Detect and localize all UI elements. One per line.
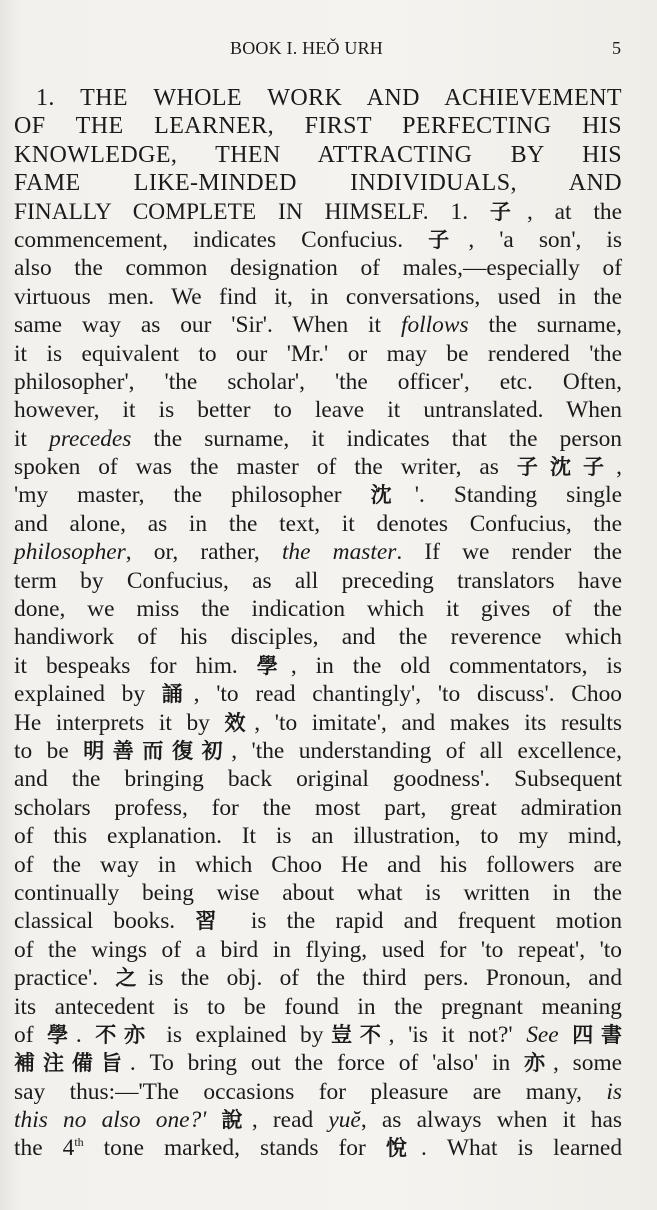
chinese-characters: 亦 (524, 1051, 553, 1076)
text-run: He interprets it by (14, 709, 225, 736)
text-line (14, 794, 622, 822)
text-line (14, 84, 622, 112)
text-run: , read (251, 1107, 329, 1134)
text-run: spoken of was the master of the writer, as (14, 454, 517, 481)
text-line (14, 964, 622, 992)
text-line (14, 368, 622, 396)
text-line (14, 907, 622, 935)
chinese-characters: 四書 (572, 1022, 622, 1047)
text-run: . To bring out the force of 'also' in (129, 1050, 525, 1077)
text-run: . (75, 1021, 96, 1048)
text-run: its antecedent is to be found in the pregnant meaning (14, 993, 622, 1020)
text-run: . If we render the (396, 539, 623, 566)
italic-text: precedes (49, 425, 132, 452)
text-run: is the rapid and frequent motion (230, 908, 623, 935)
text-run (559, 1022, 573, 1048)
commentary-text (14, 84, 622, 1163)
text-run: explained by (14, 681, 162, 708)
text-run: KNOWLEDGE, THEN ATTRACTING BY HIS (14, 141, 622, 168)
chinese-characters: 效 (224, 710, 255, 735)
chinese-characters: 沈 (370, 483, 415, 508)
chinese-characters: 補注備旨 (14, 1051, 130, 1076)
text-line (14, 993, 622, 1021)
text-line (14, 538, 622, 566)
text-run: it bespeaks for him. (14, 652, 257, 679)
text-run: of (14, 1021, 48, 1048)
text-run: term by Confucius, as all preceding translators have (14, 567, 622, 594)
text-run: philosopher', 'the scholar', 'the officer', etc. Often, (14, 368, 622, 395)
text-run: same way as our 'Sir'. When it (14, 312, 401, 339)
text-run: '. Standing single (414, 482, 622, 509)
text-line (14, 1134, 622, 1162)
text-run: , 'a son', is (468, 226, 623, 253)
text-run: . What is learned (421, 1135, 623, 1162)
text-line (14, 453, 622, 481)
text-run: done, we miss the indication which it gives of the (14, 596, 622, 623)
text-run: , in the old commentators, is (290, 652, 623, 679)
text-run: , as always when it has (360, 1107, 622, 1134)
text-line (14, 283, 622, 311)
text-line (14, 737, 622, 765)
text-line (14, 822, 622, 850)
text-run: virtuous men. We find it, in conversations, used in the (14, 283, 622, 310)
text-run: FINALLY COMPLETE IN HIMSELF. 1. (14, 198, 490, 225)
chinese-characters: 悅 (385, 1136, 421, 1161)
text-run: scholars profess, for the most part, great admiration (14, 794, 622, 821)
text-run: however, it is better to leave it untranslated. When (14, 397, 622, 424)
text-line (14, 652, 622, 680)
text-line (14, 1106, 622, 1134)
chinese-characters: 說 (221, 1108, 252, 1133)
text-line (14, 595, 622, 623)
text-run: say thus:—'The occasions for pleasure are many, (14, 1078, 607, 1105)
chinese-characters: 之 (115, 966, 148, 991)
text-run: , 'to read chantingly', 'to discuss'. Choo (193, 681, 622, 708)
text-line (14, 311, 622, 339)
text-run: is the obj. of the third pers. Pronoun, and (147, 965, 623, 992)
text-run: is explained by (152, 1021, 324, 1048)
text-run: , 'to imitate', and makes its results (254, 709, 622, 736)
text-line (14, 1078, 622, 1106)
text-run: of the way in which Choo He and his followers are (14, 851, 622, 878)
text-run: , (616, 454, 622, 481)
text-line (14, 623, 622, 651)
text-line (14, 112, 622, 140)
chinese-characters: 子 (489, 199, 527, 224)
text-run: it is equivalent to our 'Mr.' or may be rendered 'the (14, 340, 622, 367)
text-line (14, 340, 622, 368)
text-line (14, 425, 622, 453)
italic-text: the master (281, 539, 397, 566)
chinese-characters: 學 (47, 1022, 76, 1047)
chinese-characters: 學 (256, 653, 291, 678)
text-line (14, 481, 622, 509)
text-run: , or, rather, (125, 539, 282, 566)
text-run: th (74, 1135, 84, 1150)
text-run: , 'the understanding of all excellence, (231, 737, 623, 764)
running-title: BOOK I. HEǑ URH (230, 38, 383, 58)
text-line (14, 396, 622, 424)
text-run: the surname, (468, 312, 622, 339)
italic-text: this no also one?' (14, 1107, 207, 1134)
text-run: of the wings of a bird in flying, used for 'to repeat', 'to (14, 936, 622, 963)
text-run: and the bringing back original goodness'. Subsequent (14, 766, 622, 793)
text-line (14, 254, 622, 282)
text-run: classical books. (14, 908, 196, 935)
text-run: handiwork of his disciples, and the reverence which (14, 624, 622, 651)
text-run: and alone, as in the text, it denotes Confucius, the (14, 510, 622, 537)
italic-text: See (526, 1021, 559, 1048)
text-run: , 'is it not?' (388, 1021, 527, 1048)
text-line (14, 567, 622, 595)
italic-text: follows (400, 312, 469, 339)
chinese-characters: 子沈子 (516, 455, 617, 480)
text-line (14, 1049, 622, 1077)
text-run: 'my master, the philosopher (14, 482, 371, 509)
text-run: , some (552, 1050, 623, 1077)
text-line (14, 510, 622, 538)
text-line (14, 879, 622, 907)
text-run: FAME LIKE-MINDED INDIVIDUALS, AND (14, 170, 622, 197)
text-run (206, 1107, 221, 1133)
text-run: it (14, 425, 50, 452)
text-line (14, 141, 622, 169)
text-run: the surname, it indicates that the person (131, 425, 622, 452)
text-run: of this explanation. It is an illustration, to my mind, (14, 823, 622, 850)
text-line (14, 765, 622, 793)
text-line (14, 680, 622, 708)
text-run: tone marked, stands for (83, 1135, 386, 1162)
text-run: practice'. (14, 965, 116, 992)
text-run: the 4 (14, 1135, 75, 1162)
text-line (14, 709, 622, 737)
text-run: to be (14, 737, 84, 764)
chinese-characters: 誦 (161, 682, 194, 707)
text-run: commencement, indicates Confucius. (14, 226, 429, 253)
text-run: also the common designation of males,—especially of (14, 255, 622, 282)
chinese-characters: 不亦 (95, 1022, 153, 1047)
text-run: OF THE LEARNER, FIRST PERFECTING HIS (14, 113, 622, 140)
page-number: 5 (612, 38, 622, 58)
text-line (14, 1021, 622, 1049)
text-run: , at the (526, 198, 622, 225)
chinese-characters: 子 (428, 227, 469, 252)
text-line (14, 198, 622, 226)
italic-text: philosopher (14, 539, 126, 566)
chinese-characters: 明善而復初 (83, 738, 232, 763)
text-line (14, 936, 622, 964)
text-line (14, 169, 622, 197)
text-line (14, 226, 622, 254)
running-head (0, 38, 657, 62)
italic-text: is (606, 1078, 622, 1105)
chinese-characters: 習 (195, 909, 231, 934)
text-run: 1. THE WHOLE WORK AND ACHIEVEMENT (36, 85, 622, 111)
chinese-characters: 豈不 (323, 1022, 389, 1047)
text-line (14, 851, 622, 879)
italic-text: yuĕ (328, 1107, 361, 1134)
text-run: continually being wise about what is written in the (14, 879, 622, 906)
